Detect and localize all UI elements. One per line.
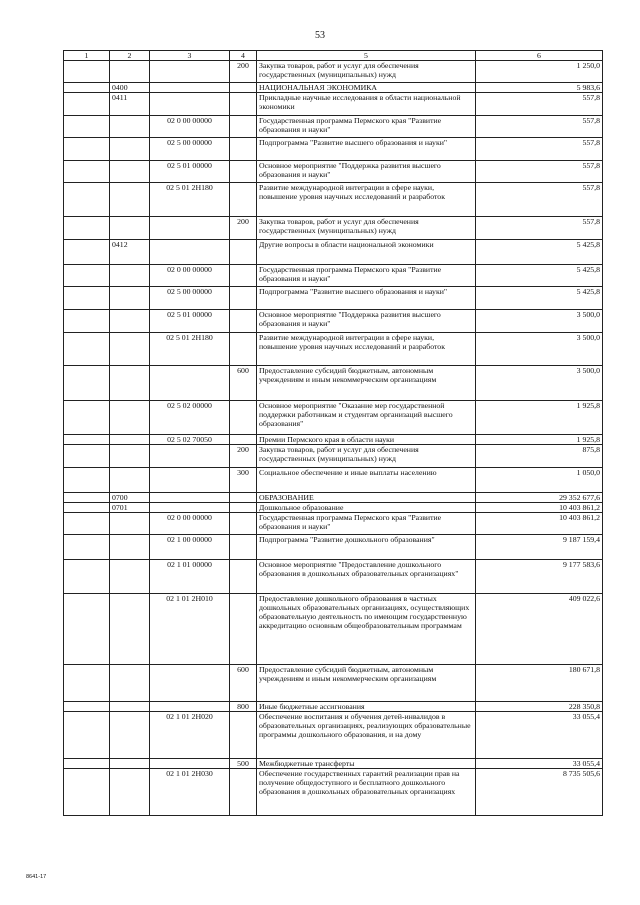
cell-amount: 3 500,0: [476, 310, 603, 333]
cell-amount: 10 403 861,2: [476, 513, 603, 535]
cell-section: 0412: [110, 240, 150, 265]
cell-amount: 5 983,6: [476, 83, 603, 93]
cell-expense-type: [230, 513, 257, 535]
cell-section: [110, 183, 150, 217]
cell-expense-type: [230, 560, 257, 594]
cell-name: НАЦИОНАЛЬНАЯ ЭКОНОМИКА: [257, 83, 476, 93]
cell-expense-type: [230, 493, 257, 503]
cell-name: Основное мероприятие "Поддержка развития высшего образования и науки": [257, 161, 476, 183]
cell-section: [110, 116, 150, 138]
cell-col1: [64, 240, 110, 265]
cell-expense-type: [230, 93, 257, 116]
cell-section: [110, 594, 150, 665]
cell-amount: 228 350,8: [476, 702, 603, 712]
table-row: [64, 217, 603, 240]
cell-name: Иные бюджетные ассигнования: [257, 702, 476, 712]
cell-expense-type: 200: [230, 61, 257, 83]
column-header: 3: [150, 51, 230, 61]
cell-expense-type: [230, 161, 257, 183]
cell-name: Обеспечение воспитания и обучения детей-инвалидов в образовательных организациях, реализующих образовательные программы дошкольного образования, и на дому: [257, 712, 476, 759]
cell-name: Предоставление субсидий бюджетным, автономным учреждениям и иным некоммерческим организациям: [257, 366, 476, 401]
cell-expense-type: 600: [230, 665, 257, 702]
cell-amount: 10 403 861,2: [476, 503, 603, 513]
cell-expense-type: [230, 594, 257, 665]
cell-expense-type: [230, 333, 257, 366]
table-row: [64, 240, 603, 265]
cell-col1: [64, 116, 110, 138]
cell-section: [110, 138, 150, 161]
cell-col1: [64, 594, 110, 665]
cell-target-code: 02 5 02 00000: [150, 401, 230, 435]
cell-section: [110, 712, 150, 759]
cell-amount: 1 050,0: [476, 468, 603, 493]
cell-expense-type: 800: [230, 702, 257, 712]
cell-target-code: [150, 217, 230, 240]
cell-target-code: [150, 366, 230, 401]
cell-name: Государственная программа Пермского края "Развитие образования и науки": [257, 513, 476, 535]
cell-section: [110, 702, 150, 712]
table-row: [64, 493, 603, 503]
cell-name: Подпрограмма "Развитие дошкольного образования": [257, 535, 476, 560]
table-row: [64, 366, 603, 401]
cell-col1: [64, 217, 110, 240]
cell-name: Межбюджетные трансферты: [257, 759, 476, 769]
cell-amount: 3 500,0: [476, 333, 603, 366]
page-number: 53: [315, 30, 325, 41]
cell-section: 0700: [110, 493, 150, 503]
cell-expense-type: 200: [230, 445, 257, 468]
cell-target-code: [150, 759, 230, 769]
table-row: [64, 759, 603, 769]
cell-col1: [64, 265, 110, 287]
cell-amount: 557,8: [476, 183, 603, 217]
cell-amount: 557,8: [476, 116, 603, 138]
cell-col1: [64, 468, 110, 493]
cell-amount: 5 425,8: [476, 265, 603, 287]
cell-amount: 409 022,6: [476, 594, 603, 665]
cell-expense-type: [230, 310, 257, 333]
cell-section: [110, 333, 150, 366]
cell-name: Премии Пермского края в области науки: [257, 435, 476, 445]
cell-col1: [64, 287, 110, 310]
cell-section: [110, 535, 150, 560]
cell-name: Другие вопросы в области национальной экономики: [257, 240, 476, 265]
cell-amount: 1 925,8: [476, 401, 603, 435]
table-row: [64, 287, 603, 310]
cell-section: [110, 445, 150, 468]
cell-name: Подпрограмма "Развитие высшего образования и науки": [257, 138, 476, 161]
cell-expense-type: [230, 240, 257, 265]
cell-section: [110, 161, 150, 183]
cell-target-code: 02 5 00 00000: [150, 287, 230, 310]
cell-expense-type: 300: [230, 468, 257, 493]
cell-col1: [64, 183, 110, 217]
table-row: [64, 83, 603, 93]
cell-col1: [64, 366, 110, 401]
table-row: [64, 769, 603, 816]
cell-name: Государственная программа Пермского края "Развитие образования и науки": [257, 116, 476, 138]
cell-col1: [64, 435, 110, 445]
table-header-row: [64, 51, 603, 61]
column-header: 6: [476, 51, 603, 61]
cell-target-code: [150, 665, 230, 702]
cell-section: [110, 61, 150, 83]
table-row: [64, 116, 603, 138]
cell-section: [110, 560, 150, 594]
table-row: [64, 265, 603, 287]
cell-amount: 1 250,0: [476, 61, 603, 83]
cell-section: [110, 287, 150, 310]
table-row: [64, 513, 603, 535]
cell-col1: [64, 333, 110, 366]
table-row: [64, 161, 603, 183]
cell-target-code: 02 0 00 00000: [150, 513, 230, 535]
cell-col1: [64, 665, 110, 702]
cell-amount: 3 500,0: [476, 366, 603, 401]
cell-amount: 557,8: [476, 138, 603, 161]
table-row: [64, 333, 603, 366]
cell-expense-type: 200: [230, 217, 257, 240]
cell-target-code: [150, 445, 230, 468]
cell-col1: [64, 712, 110, 759]
budget-table: [63, 50, 603, 816]
cell-name: Государственная программа Пермского края "Развитие образования и науки": [257, 265, 476, 287]
cell-col1: [64, 310, 110, 333]
cell-col1: [64, 503, 110, 513]
cell-col1: [64, 759, 110, 769]
cell-amount: 9 177 583,6: [476, 560, 603, 594]
table-row: [64, 560, 603, 594]
cell-expense-type: 600: [230, 366, 257, 401]
cell-expense-type: [230, 435, 257, 445]
cell-target-code: 02 5 01 00000: [150, 310, 230, 333]
cell-col1: [64, 93, 110, 116]
cell-target-code: 02 0 00 00000: [150, 265, 230, 287]
cell-name: Закупка товаров, работ и услуг для обеспечения государственных (муниципальных) нужд: [257, 217, 476, 240]
cell-section: [110, 401, 150, 435]
cell-name: Прикладные научные исследования в области национальной экономики: [257, 93, 476, 116]
cell-name: Предоставление субсидий бюджетным, автономным учреждениям и иным некоммерческим организациям: [257, 665, 476, 702]
cell-amount: 557,8: [476, 217, 603, 240]
cell-section: 0400: [110, 83, 150, 93]
cell-target-code: 02 5 01 00000: [150, 161, 230, 183]
cell-col1: [64, 61, 110, 83]
cell-expense-type: [230, 138, 257, 161]
cell-target-code: 02 1 01 2Н020: [150, 712, 230, 759]
cell-section: [110, 435, 150, 445]
cell-section: [110, 468, 150, 493]
table-row: [64, 535, 603, 560]
cell-target-code: [150, 493, 230, 503]
cell-target-code: [150, 93, 230, 116]
cell-section: [110, 217, 150, 240]
cell-target-code: 02 1 01 00000: [150, 560, 230, 594]
table-row: [64, 665, 603, 702]
cell-section: [110, 513, 150, 535]
table-row: [64, 183, 603, 217]
cell-target-code: [150, 83, 230, 93]
table-row: [64, 468, 603, 493]
table-row: [64, 445, 603, 468]
cell-col1: [64, 493, 110, 503]
cell-name: Развитие международной интеграции в сфере науки, повышение уровня научных исследований и разработок: [257, 333, 476, 366]
cell-col1: [64, 445, 110, 468]
cell-amount: 557,8: [476, 93, 603, 116]
table-row: [64, 310, 603, 333]
cell-expense-type: [230, 183, 257, 217]
table-row: [64, 503, 603, 513]
cell-col1: [64, 702, 110, 712]
cell-amount: 8 735 505,6: [476, 769, 603, 816]
cell-section: 0411: [110, 93, 150, 116]
cell-target-code: [150, 503, 230, 513]
document-code: 8641-17: [26, 874, 47, 880]
cell-name: Основное мероприятие "Поддержка развития высшего образования и науки": [257, 310, 476, 333]
table-body: [64, 61, 603, 816]
cell-expense-type: [230, 83, 257, 93]
cell-expense-type: [230, 503, 257, 513]
cell-name: Закупка товаров, работ и услуг для обеспечения государственных (муниципальных) нужд: [257, 445, 476, 468]
cell-section: 0701: [110, 503, 150, 513]
cell-target-code: 02 5 02 70050: [150, 435, 230, 445]
cell-target-code: [150, 61, 230, 83]
table-row: [64, 93, 603, 116]
cell-expense-type: [230, 287, 257, 310]
cell-target-code: 02 5 01 2Н180: [150, 183, 230, 217]
cell-amount: 5 425,8: [476, 240, 603, 265]
cell-col1: [64, 560, 110, 594]
cell-amount: 33 055,4: [476, 712, 603, 759]
cell-col1: [64, 83, 110, 93]
cell-name: Основное мероприятие "Предоставление дошкольного образования в дошкольных образовательных организациях": [257, 560, 476, 594]
cell-col1: [64, 138, 110, 161]
cell-amount: 5 425,8: [476, 287, 603, 310]
cell-col1: [64, 401, 110, 435]
cell-target-code: [150, 468, 230, 493]
cell-expense-type: [230, 401, 257, 435]
cell-amount: 180 671,8: [476, 665, 603, 702]
cell-target-code: 02 5 01 2Н180: [150, 333, 230, 366]
cell-section: [110, 366, 150, 401]
cell-amount: 557,8: [476, 161, 603, 183]
cell-target-code: 02 5 00 00000: [150, 138, 230, 161]
table-row: [64, 435, 603, 445]
cell-expense-type: [230, 535, 257, 560]
cell-name: Закупка товаров, работ и услуг для обеспечения государственных (муниципальных) нужд: [257, 61, 476, 83]
cell-name: Развитие международной интеграции в сфере науки, повышение уровня научных исследований и разработок: [257, 183, 476, 217]
cell-target-code: 02 1 01 2Н010: [150, 594, 230, 665]
cell-target-code: [150, 240, 230, 265]
cell-amount: 29 352 677,6: [476, 493, 603, 503]
cell-target-code: 02 1 00 00000: [150, 535, 230, 560]
cell-amount: 9 187 159,4: [476, 535, 603, 560]
column-header: 2: [110, 51, 150, 61]
cell-expense-type: [230, 265, 257, 287]
cell-name: Подпрограмма "Развитие высшего образования и науки": [257, 287, 476, 310]
table-row: [64, 61, 603, 83]
table-row: [64, 712, 603, 759]
cell-target-code: 02 0 00 00000: [150, 116, 230, 138]
cell-name: Обеспечение государственных гарантий реализации прав на получение общедоступного и бесплатного дошкольного образования в дошкольных образовательных организациях: [257, 769, 476, 816]
cell-expense-type: 500: [230, 759, 257, 769]
cell-col1: [64, 161, 110, 183]
table-row: [64, 138, 603, 161]
cell-section: [110, 265, 150, 287]
column-header: 1: [64, 51, 110, 61]
cell-target-code: [150, 702, 230, 712]
cell-section: [110, 665, 150, 702]
cell-name: ОБРАЗОВАНИЕ: [257, 493, 476, 503]
table-row: [64, 594, 603, 665]
cell-section: [110, 759, 150, 769]
cell-section: [110, 769, 150, 816]
cell-amount: 33 055,4: [476, 759, 603, 769]
cell-expense-type: [230, 769, 257, 816]
cell-amount: 875,8: [476, 445, 603, 468]
cell-col1: [64, 769, 110, 816]
cell-name: Предоставление дошкольного образования в частных дошкольных образовательных организациях, осуществляющих образовательную деятельность по имеющим государственную аккредитацию основным общеобразовательным программам: [257, 594, 476, 665]
cell-name: Основное мероприятие "Оказание мер государственной поддержки работникам и студентам организаций высшего образования": [257, 401, 476, 435]
table-row: [64, 702, 603, 712]
cell-col1: [64, 535, 110, 560]
cell-name: Дошкольное образование: [257, 503, 476, 513]
cell-section: [110, 310, 150, 333]
table-row: [64, 401, 603, 435]
cell-expense-type: [230, 116, 257, 138]
column-header: 5: [257, 51, 476, 61]
cell-col1: [64, 513, 110, 535]
cell-target-code: 02 1 01 2Н030: [150, 769, 230, 816]
cell-expense-type: [230, 712, 257, 759]
cell-amount: 1 925,8: [476, 435, 603, 445]
column-header: 4: [230, 51, 257, 61]
cell-name: Социальное обеспечение и иные выплаты населению: [257, 468, 476, 493]
